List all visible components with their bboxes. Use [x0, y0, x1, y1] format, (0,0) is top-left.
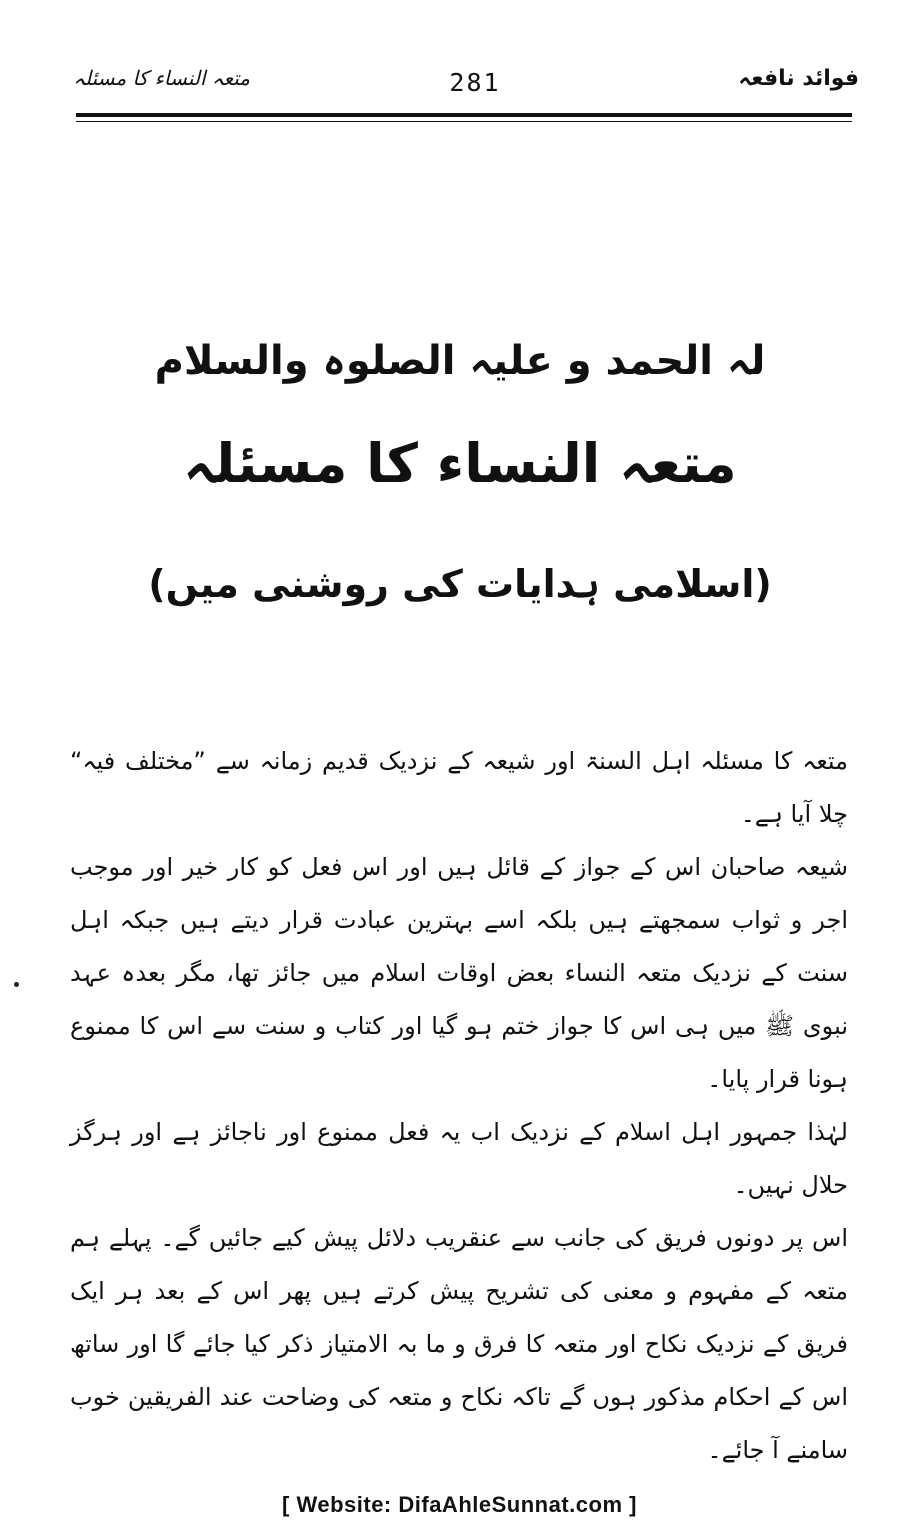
body-text	[70, 735, 848, 1477]
header-rule-thin	[76, 121, 852, 122]
website-footer: [ Website: DifaAhleSunnat.com ]	[282, 1492, 637, 1517]
running-header-book-title: فوائد نافعہ	[738, 66, 859, 91]
chapter-title: متعہ النساء کا مسئلہ	[183, 432, 737, 495]
invocation-heading: لہ الحمد و علیہ الصلوہ والسلام	[154, 338, 766, 384]
header-rule-thick	[76, 113, 852, 117]
running-header-chapter-title: متعہ النساء کا مسئلہ	[73, 66, 250, 90]
paragraph-2: شیعہ صاحبان اس کے جواز کے قائل ہیں اور اس فعل کو کار خیر اور موجب اجر و ثواب سمجھتے ہیں بلکہ اسے بہترین عبادت قرار دیتے ہیں جبکہ اہل سنت کے نزدیک متعہ النساء بعض اوقات اسلام میں جائز تھا، مگر بعدہ عہد نبوی ﷺ میں ہی اس کا جواز ختم ہو گیا اور کتاب و سنت سے اس کا ممنوع ہونا قرار پایا۔	[70, 853, 848, 1093]
chapter-subtitle: (اسلامی ہدایات کی روشنی میں)	[148, 562, 772, 606]
paragraph-4: اس پر دونوں فریق کی جانب سے عنقریب دلائل پیش کیے جائیں گے۔ پہلے ہم متعہ کے مفہوم و معنی کی تشریح پیش کرتے ہیں پھر اس کے بعد ہر ایک فریق کے نزدیک نکاح اور متعہ کا فرق و ما بہ الامتیاز ذکر کیا جائے گا اور ساتھ اس کے احکام مذکور ہوں گے تاکہ نکاح و متعہ کی وضاحت عند الفریقین خوب سامنے آ جائے۔	[70, 1224, 848, 1464]
page-number: 281	[449, 68, 501, 97]
paragraph-3: لہٰذا جمہور اہل اسلام کے نزدیک اب یہ فعل ممنوع اور ناجائز ہے اور ہرگز حلال نہیں۔	[70, 1118, 848, 1199]
paragraph-1: متعہ کا مسئلہ اہل السنۃ اور شیعہ کے نزدیک قدیم زمانہ سے ”مختلف فیہ“ چلا آیا ہے۔	[70, 747, 848, 828]
scan-speck	[14, 982, 19, 987]
